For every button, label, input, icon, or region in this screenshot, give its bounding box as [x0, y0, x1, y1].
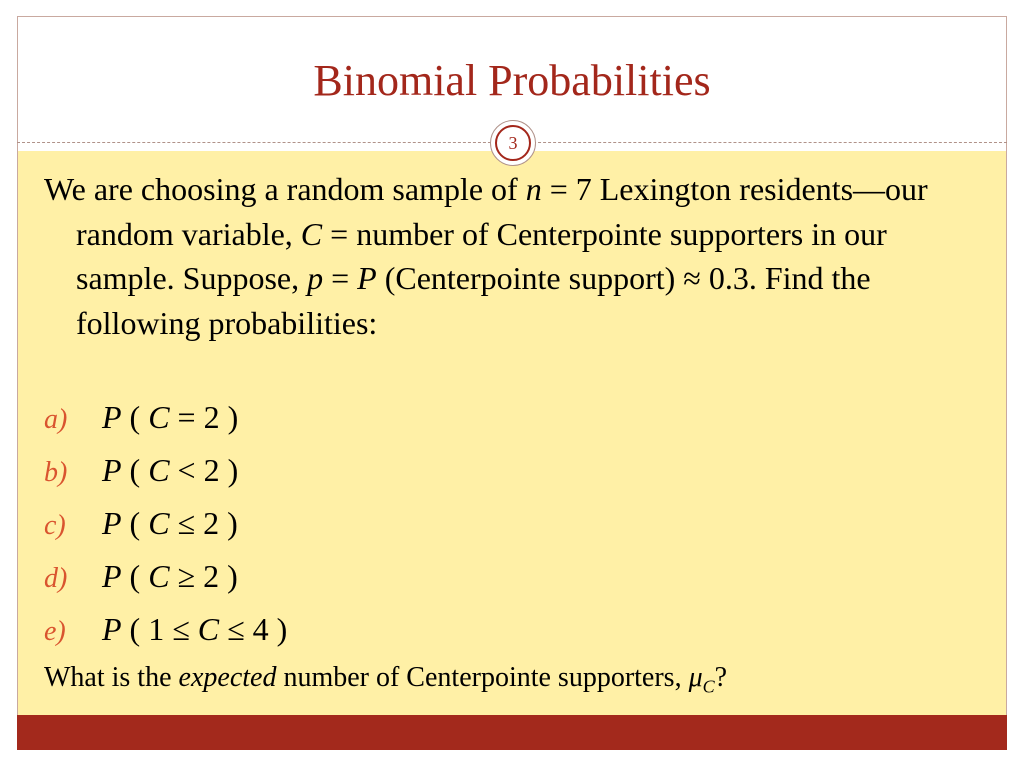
intro-text-1: We are choosing a random sample of	[44, 171, 526, 207]
slide-number-badge	[490, 120, 536, 166]
var-P: P	[357, 260, 377, 296]
var-C: C	[148, 558, 170, 594]
closing-text-1: What is the	[44, 662, 179, 693]
item-paren: (	[121, 399, 149, 435]
question-item-a	[44, 397, 238, 440]
intro-text-3: = number of Centerpointe supporters in our sample. Suppose,	[76, 215, 887, 296]
closing-question	[44, 660, 727, 705]
slide-number: 3	[495, 125, 531, 161]
question-item-c	[44, 503, 238, 546]
closing-emphasis: expected	[178, 662, 277, 693]
item-label: b)	[44, 457, 68, 488]
intro-paragraph	[44, 167, 966, 345]
item-label: d)	[44, 563, 68, 594]
intro-text-5: (Centerpointe support) ≈ 0.3. Find the following probabilities:	[76, 260, 871, 341]
var-C: C	[148, 505, 170, 541]
intro-text-4: =	[323, 260, 358, 296]
item-rest: ≤ 2 )	[169, 505, 238, 541]
var-C: C	[148, 452, 170, 488]
item-rest: ≥ 2 )	[169, 558, 238, 594]
var-p: p	[307, 260, 324, 296]
item-rest: < 2 )	[169, 452, 239, 488]
prob-P: P	[102, 611, 122, 647]
var-C: C	[148, 399, 170, 435]
item-label: c)	[44, 510, 66, 541]
var-c: C	[300, 215, 323, 252]
item-paren: (	[121, 452, 149, 488]
closing-text-2: number of Centerpointe supporters,	[276, 662, 689, 693]
question-item-e	[44, 609, 287, 652]
item-rest: = 2 )	[169, 399, 239, 435]
question-item-d	[44, 556, 238, 599]
item-rest: ≤ 4 )	[219, 611, 288, 647]
closing-text-3: ?	[714, 662, 728, 693]
item-label: e)	[44, 616, 66, 647]
prob-P: P	[102, 558, 122, 594]
item-paren: (	[121, 558, 149, 594]
item-label: a)	[44, 404, 68, 435]
slide-title: Binomial Probabilities	[313, 56, 711, 105]
item-paren: ( 1 ≤	[121, 611, 198, 647]
question-item-b	[44, 450, 238, 493]
mu-subscript: C	[702, 676, 715, 697]
prob-P: P	[102, 399, 122, 435]
mu-symbol: μ	[688, 662, 703, 693]
prob-P: P	[102, 452, 122, 488]
footer-bar	[17, 715, 1007, 750]
intro-text-2: = 7 Lexington residents—our random variable,	[76, 171, 928, 252]
item-paren: (	[121, 505, 149, 541]
prob-P: P	[102, 505, 122, 541]
var-n: n	[525, 171, 542, 207]
var-C: C	[197, 611, 220, 647]
